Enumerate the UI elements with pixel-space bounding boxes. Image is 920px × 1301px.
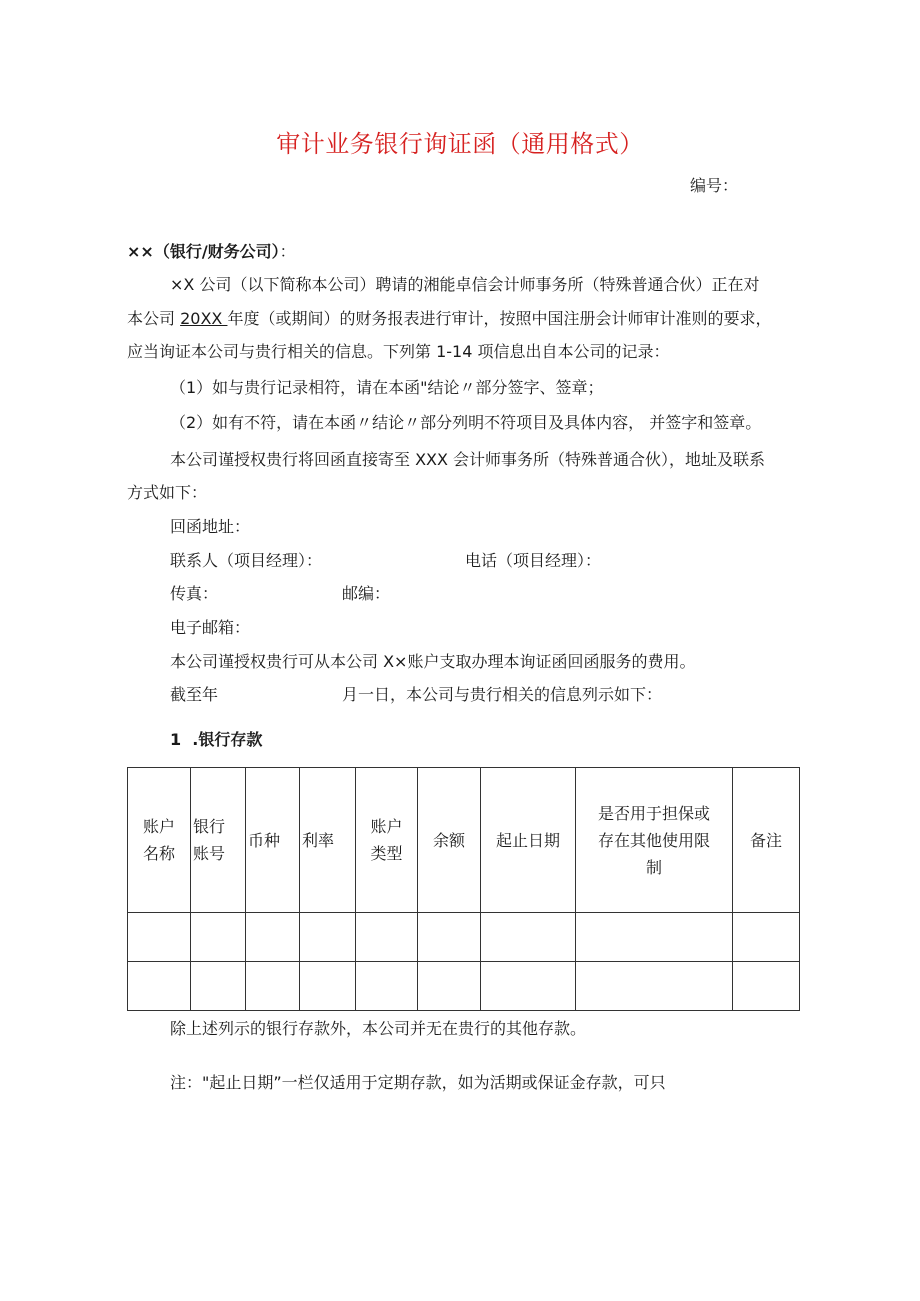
- header-account-name: 账户 名称: [128, 768, 191, 913]
- table-cell: [246, 962, 300, 1011]
- para4-part2: 月一日，本公司与贵行相关的信息列示如下：: [342, 685, 663, 704]
- header-balance: 余额: [418, 768, 481, 913]
- phone-label: 电话（项目经理）：: [465, 551, 602, 570]
- header-bank-account-number: 银行 账号: [191, 768, 246, 913]
- table-cell: [733, 962, 800, 1011]
- para2-line2: 方式如下：: [127, 483, 208, 502]
- table-cell: [481, 962, 576, 1011]
- table-cell: [300, 962, 356, 1011]
- email-label: 电子邮箱：: [170, 618, 251, 637]
- section-1-number: 1: [170, 730, 182, 749]
- para1-line3: 应当询证本公司与贵行相关的信息。下列第 1-14 项信息出自本公司的记录：: [127, 342, 670, 361]
- item-1: （1）如与贵行记录相符，请在本函"结论〃部分签字、签章；: [170, 378, 604, 397]
- document-title: 审计业务银行询证函（通用格式）: [276, 130, 644, 158]
- table-cell: [418, 913, 481, 962]
- table-cell: [576, 913, 733, 962]
- table-cell: [191, 913, 246, 962]
- header-start-end-date: 起止日期: [481, 768, 576, 913]
- addressee-colon: ：: [279, 242, 296, 261]
- para1-line2-b: 年度（或期间）的财务报表进行审计，按照中国注册会计师审计准则的要求，: [227, 309, 772, 328]
- fax-label: 传真：: [170, 584, 219, 603]
- table-cell: [246, 913, 300, 962]
- serial-number-label: 编号：: [690, 176, 739, 195]
- table-cell: [191, 962, 246, 1011]
- bank-deposit-table: [127, 767, 800, 1011]
- footnote: 注："起止日期”一栏仅适用于定期存款，如为活期或保证金存款，可只: [170, 1073, 666, 1092]
- postcode-label: 邮编：: [342, 584, 391, 603]
- table-cell: [128, 962, 191, 1011]
- table-row: [128, 962, 800, 1011]
- section-1-heading: [170, 730, 262, 750]
- addressee: [127, 242, 296, 262]
- para2-line1: 本公司谨授权贵行将回函直接寄至 XXX 会计师事务所（特殊普通合伙），地址及联系: [170, 450, 766, 469]
- audit-year: 20XX: [180, 309, 228, 328]
- table-cell: [356, 962, 418, 1011]
- table-cell: [418, 962, 481, 1011]
- header-interest-rate: 利率: [300, 768, 356, 913]
- table-header-row: [128, 768, 800, 913]
- return-address-label: 回函地址：: [170, 517, 251, 536]
- addressee-name: ××（银行/财务公司）: [127, 242, 280, 261]
- table-cell: [576, 962, 733, 1011]
- table-cell: [356, 913, 418, 962]
- para3: 本公司谨授权贵行可从本公司 X×账户支取办理本询证函回函服务的费用。: [170, 652, 696, 671]
- para1-line2: [127, 309, 771, 329]
- para4-part1: 截至年: [170, 685, 219, 704]
- table-cell: [481, 913, 576, 962]
- section-1-title: .银行存款: [192, 730, 263, 749]
- table-cell: [733, 913, 800, 962]
- table-cell: [300, 913, 356, 962]
- para1-line2-a: 本公司: [127, 309, 181, 328]
- table-cell: [128, 913, 191, 962]
- header-remarks: 备注: [733, 768, 800, 913]
- header-currency: 币种: [246, 768, 300, 913]
- header-guarantee-restriction: 是否用于担保或 存在其他使用限 制: [576, 768, 733, 913]
- para1-line1: ×X 公司（以下简称本公司）聘请的湘能卓信会计师事务所（特殊普通合伙）正在对: [170, 275, 760, 294]
- contact-person-label: 联系人（项目经理）：: [170, 551, 323, 570]
- table-row: [128, 913, 800, 962]
- item-2: （2）如有不符，请在本函〃结论〃部分列明不符项目及具体内容， 并签字和签章。: [170, 413, 762, 432]
- header-account-type: 账户 类型: [356, 768, 418, 913]
- after-table-text: 除上述列示的银行存款外，本公司并无在贵行的其他存款。: [170, 1019, 587, 1038]
